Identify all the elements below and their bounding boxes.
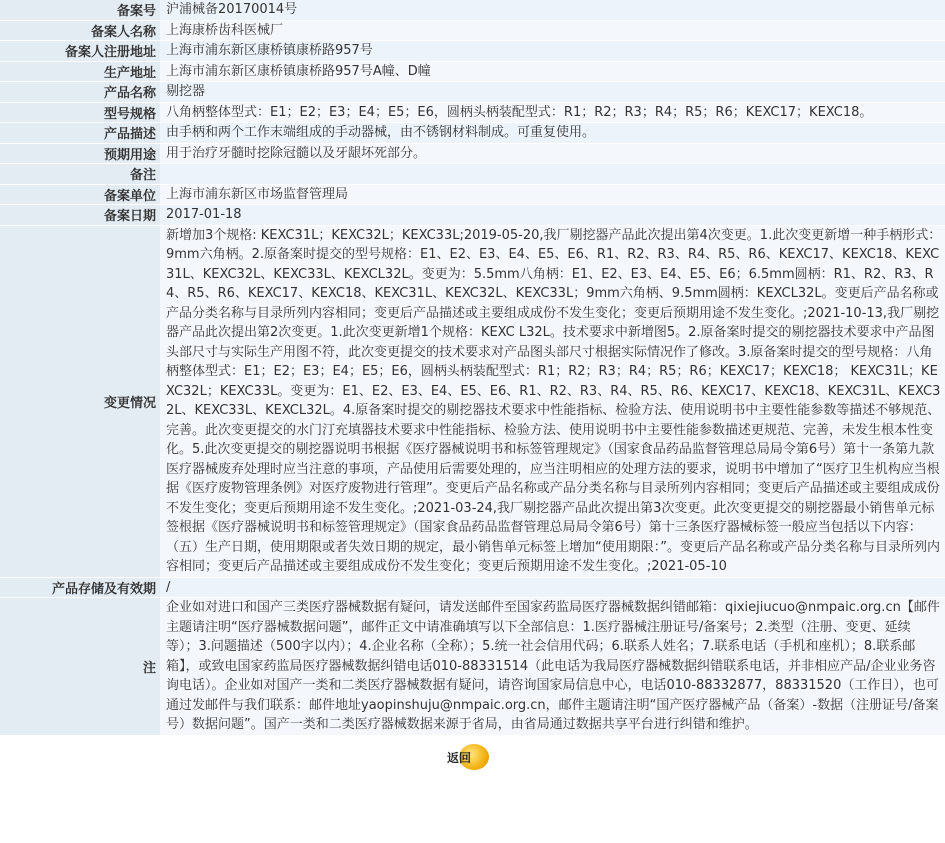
value-product-name: 剔挖器: [160, 82, 945, 103]
value-note: 企业如对进口和国产三类医疗器械数据有疑问，请发送邮件至国家药监局医疗器械数据纠错邮箱：qixiejiucuo@nmpaic.org.cn【邮件主题请注明“医疗器械数据问题”，邮件正文中请准确填写以下全部信息：1.医疗器械注册证号/备案号；2.类型（注册、变更、延续等）；3.问题描述（500字以内）；4.企业名称（全称）；5.统一社会信用代码；6.联系人姓名；7.联系电话（手机和座机）；8.联系邮箱】，或致电国家药监局医疗器械数据纠错电话010-88331514（此电话为我局医疗器械数据纠错联系电话，并非相应产品/企业业务咨询电话）。企业如对国产一类和二类医疗器械数据有疑问，请咨询国家局信息中心，电话010-88332877，88331520（工作日），也可通过发邮件与我们联系：邮件地址yaopinshuju@nmpaic.org.cn，邮件主题请注明“国产医疗器械产品（备案）-数据（注册证号/备案号）数据问题”。国产一类和二类医疗器械数据来源于省局，由省局通过数据共享平台进行纠错和维护。: [160, 598, 945, 736]
row-storage-validity: [0, 577, 945, 598]
label-product-name: 产品名称: [0, 82, 160, 103]
row-change-history: [0, 225, 945, 577]
label-filing-unit: 备案单位: [0, 184, 160, 205]
label-product-description: 产品描述: [0, 123, 160, 144]
row-registrant-name: [0, 20, 945, 41]
value-filing-date: 2017-01-18: [160, 205, 945, 226]
value-record-number: 沪浦械备20170014号: [160, 0, 945, 20]
back-button-label: 返回: [447, 750, 472, 765]
label-production-address: 生产地址: [0, 61, 160, 82]
label-model-spec: 型号规格: [0, 102, 160, 123]
label-change-history: 变更情况: [0, 225, 160, 577]
value-registrant-name: 上海康桥齿科医械厂: [160, 20, 945, 41]
row-note: [0, 598, 945, 736]
row-filing-unit: [0, 184, 945, 205]
row-model-spec: [0, 102, 945, 123]
value-filing-unit: 上海市浦东新区市场监督管理局: [160, 184, 945, 205]
value-remarks: [160, 164, 945, 185]
footer: [0, 736, 945, 776]
value-product-description: 由手柄和两个工作末端组成的手动器械，由不锈钢材料制成。可重复使用。: [160, 123, 945, 144]
row-product-name: [0, 82, 945, 103]
value-intended-use: 用于治疗牙髓时挖除冠髓以及牙龈坏死部分。: [160, 143, 945, 164]
row-product-description: [0, 123, 945, 144]
row-production-address: [0, 61, 945, 82]
value-change-history: 新增加3个规格: KEXC31L；KEXC32L；KEXC33L;2019-05-20,我厂剔挖器产品此次提出第4次变更。1.此次变更新增一种手柄形式：9mm六角柄。2.原备案时提交的型号规格：E1、E2、E3、E4、E5、E6、R1、R2、R3、R4、R5、R6、KEXC17、KEXC18、KEXC31L、KEXC32L、KEXC33L、KEXCL32L。变更为：5.5mm八角柄：E1、E2、E3、E4、E5、E6；6.5mm圆柄：R1、R2、R3、R4、R5、R6、KEXC17、KEXC18、KEXC31L、KEXC32L、KEXC33L；9mm六角柄、9.5mm圆柄：KEXCL32L。变更后产品名称或产品分类名称与目录所列内容相同；变更后产品描述或主要组成成份不发生变化；变更后预期用途不发生变化。;2021-10-13,我厂剔挖器产品此次提出第2次变更。1.此次变更新增1个规格：KEXC L32L。技术要求中新增图5。2.原备案时提交的剔挖器技术要求中产品图头部尺寸与实际生产用图不符，此次变更提交的技术要求对产品图头部尺寸根据实际情况作了修改。3.原备案时提交的型号规格：八角柄整体型式：E1；E2；E3；E4；E5；E6，圆柄头柄装配型式：R1；R2；R3；R4；R5；R6；KEXC17；KEXC18； KEXC31L；KEXC32L；KEXC33L。变更为：E1、E2、E3、E4、E5、E6、R1、R2、R3、R4、R5、R6、KEXC17、KEXC18、KEXC31L、KEXC32L、KEXC33L、KEXCL32L。4.原备案时提交的剔挖器技术要求中性能指标、检验方法、使用说明书中主要性能参数等描述不够规范、完善。此次变更提交的水门汀充填器技术要求中性能指标、检验方法、使用说明书中主要性能参数描述更规范、完善，未发生根本性变化。5.此次变更提交的剔挖器说明书根据《医疗器械说明书和标签管理规定》（国家食品药品监督管理总局局令第6号）第十一条第九款医疗器械废弃处理时应当注意的事项，产品使用后需要处理的，应当注明相应的处理方法的要求，说明书中增加了“医疗卫生机构应当根据《医疗废物管理条例》对医疗废物进行管理”。变更后产品名称或产品分类名称与目录所列内容相同；变更后产品描述或主要组成成份不发生变化；变更后预期用途不发生变化。;2021-03-24,我厂剔挖器产品此次提出第3次变更。此次变更提交的剔挖器最小销售单元标签根据《医疗器械说明书和标签管理规定》（国家食品药品监督管理总局局令第6号）第十三条医疗器械标签一般应当包括以下内容：（五）生产日期，使用期限或者失效日期的规定，最小销售单元标签上增加“使用期限：”。变更后产品名称或产品分类名称与目录所列内容相同；变更后产品描述或主要组成成份不发生变化；变更后预期用途不发生变化。;2021-05-10: [160, 225, 945, 577]
label-filing-date: 备案日期: [0, 205, 160, 226]
label-record-number: 备案号: [0, 0, 160, 20]
label-registrant-address: 备案人注册地址: [0, 41, 160, 62]
value-production-address: 上海市浦东新区康桥镇康桥路957号A幢、D幢: [160, 61, 945, 82]
label-storage-validity: 产品存储及有效期: [0, 577, 160, 598]
value-storage-validity: /: [160, 577, 945, 598]
row-intended-use: [0, 143, 945, 164]
row-filing-date: [0, 205, 945, 226]
back-button[interactable]: [445, 744, 493, 770]
label-registrant-name: 备案人名称: [0, 20, 160, 41]
row-remarks: [0, 164, 945, 185]
row-registrant-address: [0, 41, 945, 62]
label-remarks: 备注: [0, 164, 160, 185]
label-intended-use: 预期用途: [0, 143, 160, 164]
row-record-number: [0, 0, 945, 20]
value-registrant-address: 上海市浦东新区康桥镇康桥路957号: [160, 41, 945, 62]
label-note: 注: [0, 598, 160, 736]
value-model-spec: 八角柄整体型式：E1；E2；E3；E4；E5；E6，圆柄头柄装配型式：R1；R2；R3；R4；R5；R6；KEXC17；KEXC18。: [160, 102, 945, 123]
